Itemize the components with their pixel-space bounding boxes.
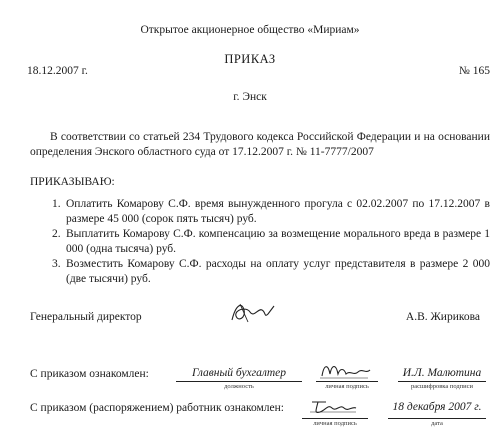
item-text: Оплатить Комарову С.Ф. время вынужденного прогула с 02.02.2007 по 17.12.2007 в размере 45 000 (сорок пять тысяч) руб. [66,198,490,225]
name-line [398,381,486,382]
signature-caption: личная подпись [325,383,369,390]
director-position: Генеральный директор [30,311,142,323]
employee-date: 18 декабря 2007 г. [392,401,482,413]
acknowledged-label: С приказом ознакомлен: [30,368,149,380]
acknowledged-position: Главный бухгалтер [191,367,287,379]
employee-signature-line [302,418,368,419]
acknowledged-name: И.Л. Малютина [402,367,482,379]
position-line [176,381,302,382]
date-caption: дата [431,420,443,427]
item-number: 2. [52,228,61,240]
order-number: № 165 [458,65,490,77]
order-heading: ПРИКАЗЫВАЮ: [30,176,115,188]
preamble-paragraph: В соответствии со статьей 234 Трудового кодекса Российской Федерации и на основании определения Энского областного суда от 17.12.2007 г. № 11-7777/2007 [30,131,490,158]
director-name: А.В. Жирикова [405,311,480,323]
position-caption: должность [224,383,254,390]
item-text: Возместить Комарову С.Ф. расходы на оплату услуг представителя в размере 2 000 (две тысячи) руб. [66,258,490,285]
item-number: 1. [52,198,61,210]
employee-signature-caption: личная подпись [313,420,357,427]
item-text: Выплатить Комарову С.Ф. компенсацию за возмещение морального вреда в размере 1 000 (одна тысяча) руб. [66,228,490,255]
date-line [388,418,486,419]
order-date: 18.12.2007 г. [27,65,88,77]
item-number: 3. [52,258,61,270]
employee-label: С приказом (распоряжением) работник ознакомлен: [30,402,284,414]
signature-line [316,381,378,382]
name-caption: расшифровка подписи [410,383,474,390]
city: г. Энск [233,91,267,103]
company-name: Открытое акционерное общество «Мириам» [140,24,360,36]
document-title: ПРИКАЗ [224,52,276,66]
